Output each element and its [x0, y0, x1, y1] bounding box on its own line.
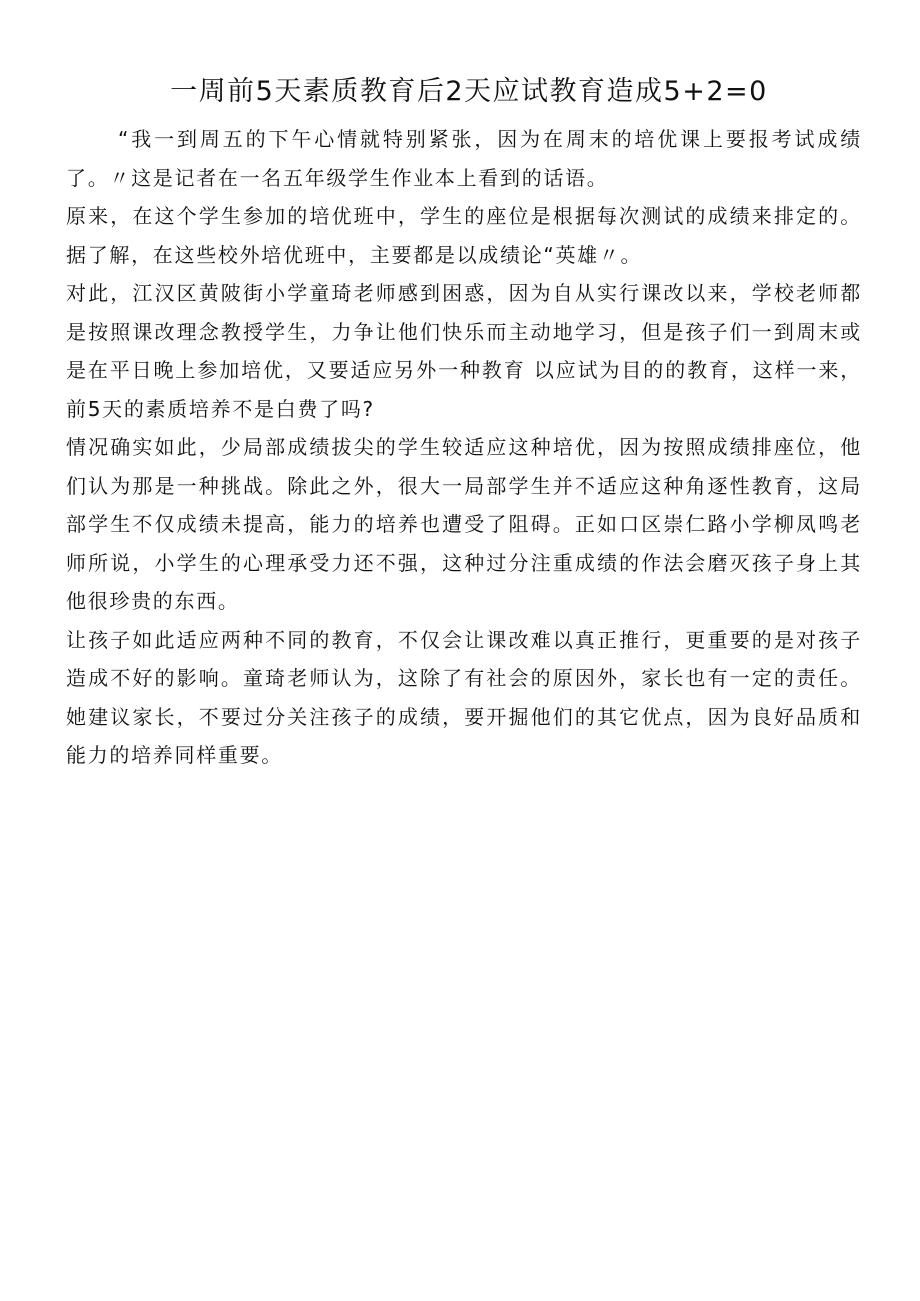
paragraph-1: “我一到周五的下午心情就特别紧张，因为在周末的培优课上要报考试成绩了。〃这是记者在一名五年级学生作业本上看到的话语。	[66, 127, 862, 190]
paragraph-3: 对此，江汉区黄陂街小学童琦老师感到困惑，因为自从实行课改以来，学校老师都是按照课改理念教授学生，力争让他们快乐而主动地学习，但是孩子们一到周末或是在平日晚上参加培优，又要适应另外一种教育 以应试为目的的教育，这样一来，前5天的素质培养不是白费了吗?	[66, 281, 862, 421]
document-title: 一周前5天素质教育后2天应试教育造成5+2=0	[170, 76, 768, 107]
paragraph-4: 情况确实如此，少局部成绩拔尖的学生较适应这种培优，因为按照成绩排座位，他们认为那是一种挑战。除此之外，很大一局部学生并不适应这种角逐性教育，这局部学生不仅成绩未提高，能力的培养也遭受了阻碍。正如口区崇仁路小学柳凤鸣老师所说，小学生的心理承受力还不强，这种过分注重成绩的作法会磨灭孩子身上其他很珍贵的东西。	[66, 435, 862, 613]
paragraph-2: 原来，在这个学生参加的培优班中，学生的座位是根据每次测试的成绩来排定的。据了解，在这些校外培优班中，主要都是以成绩论“英雄〃。	[66, 204, 862, 267]
paragraph-5: 让孩子如此适应两种不同的教育，不仅会让课改难以真正推行，更重要的是对孩子造成不好的影响。童琦老师认为，这除了有社会的原因外，家长也有一定的责任。她建议家长，不要过分关注孩子的成绩，要开掘他们的其它优点，因为良好品质和能力的培养同样重要。	[66, 627, 862, 767]
